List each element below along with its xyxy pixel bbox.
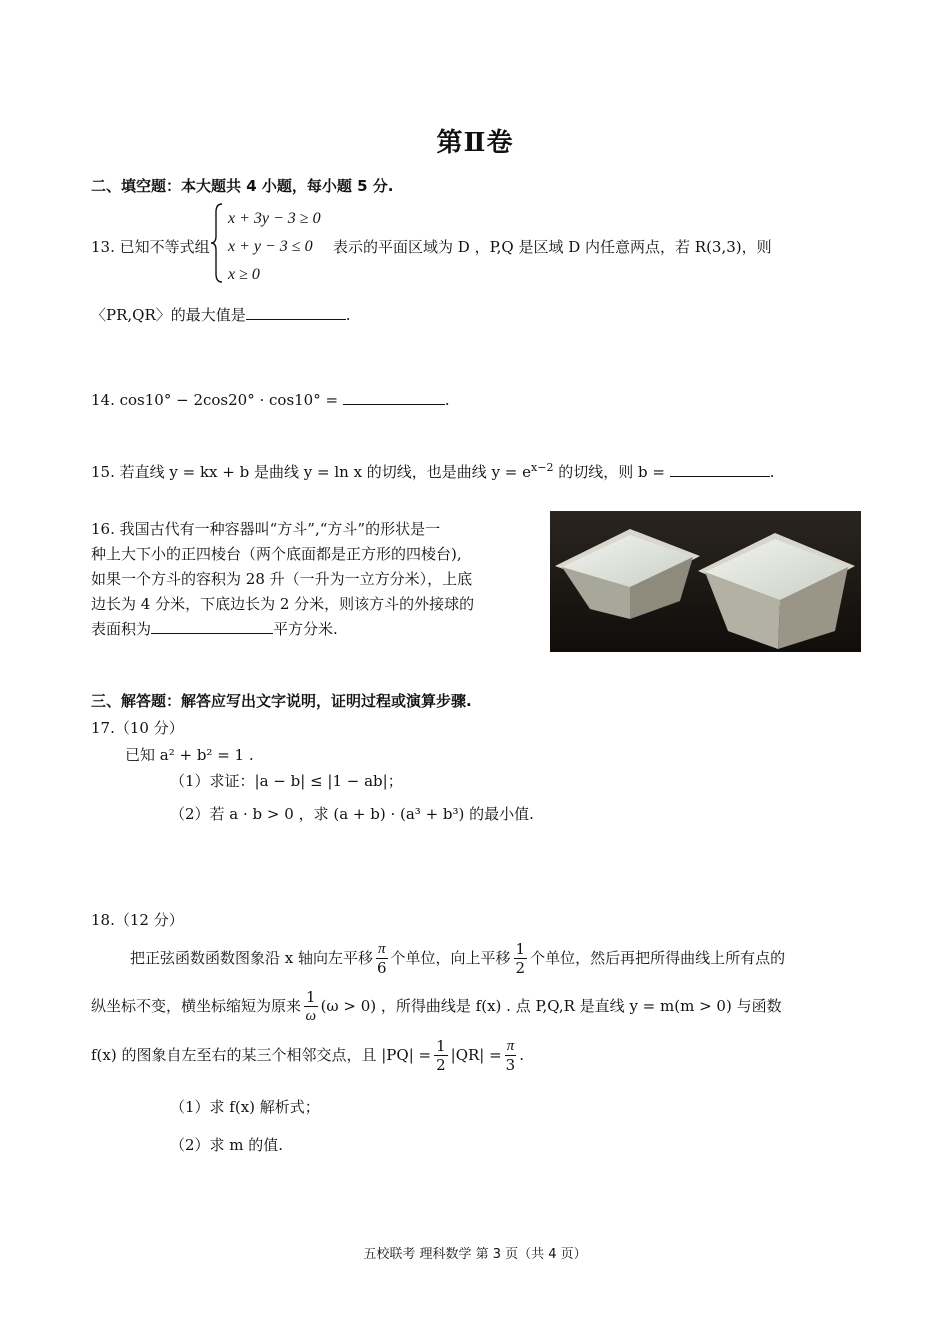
answer-blank (246, 305, 346, 320)
denominator: 3 (505, 1055, 516, 1074)
q16-line-4: 边长为 4 分米，下底边长为 2 分米，则该方斗的外接球的 (91, 595, 475, 613)
inequality-1: x + 3y − 3 ≥ 0 (228, 210, 321, 227)
q18-line-2b: (ω > 0) ，所得曲线是 f(x) . 点 P,Q,R 是直线 y = m(m > 0) 与函数 (320, 997, 782, 1015)
answer-blank (670, 462, 770, 477)
q18-line-1b: 个单位，向上平移 (390, 949, 511, 967)
inequality-3: x ≥ 0 (228, 266, 260, 283)
period: . (519, 1046, 524, 1064)
q17-given: 已知 a² + b² = 1 . (125, 746, 254, 764)
q16-line-5 (91, 617, 521, 642)
q18-line-1 (130, 937, 785, 979)
q16 (91, 517, 521, 642)
fraction-1-2 (434, 1037, 448, 1074)
brace-icon (210, 202, 226, 284)
denominator: ω (305, 1007, 317, 1024)
numerator: 1 (436, 1036, 446, 1055)
q18-line-3 (91, 1034, 524, 1076)
denominator: 2 (515, 958, 526, 977)
fangdou-photo (550, 511, 861, 652)
fraction-pi-3 (505, 1037, 517, 1074)
q16-line-2: 种上大下小的正四棱台（两个底面都是正方形的四棱台), (91, 545, 462, 563)
q16-line-5a: 表面积为 (91, 620, 152, 638)
inequality-2: x + y − 3 ≤ 0 (228, 238, 313, 255)
answer-blank (151, 619, 273, 634)
q15-text: 15. 若直线 y = kx + b 是曲线 y = ln x 的切线，也是曲线 y = e (91, 463, 532, 481)
inequality-system (228, 205, 321, 289)
q18-line-1a: 把正弦函数函数图象沿 x 轴向左平移 (130, 949, 373, 967)
q13-line2 (91, 305, 351, 325)
q17-part-2: （2）若 a · b > 0 ，求 (a + b) · (a³ + b³) 的最小值. (170, 805, 534, 823)
q17-head: 17.（10 分） (91, 719, 184, 737)
numerator: π (506, 1037, 515, 1054)
q13-label: 13. 已知不等式组 (91, 238, 210, 256)
q16-line-3: 如果一个方斗的容积为 28 升（一升为一立方分米），上底 (91, 570, 473, 588)
q14-text: 14. cos10° − 2cos20° · cos10° = (91, 391, 339, 409)
period: . (769, 463, 775, 481)
page-title: 第Ⅱ卷 (436, 128, 514, 158)
period: . (345, 306, 351, 324)
q13-question: 〈PR,QR〉的最大值是 (91, 306, 246, 324)
q17-part-1: （1）求证：|a − b| ≤ |1 − ab|； (170, 772, 403, 790)
answer-blank (343, 390, 445, 405)
q16-line-5b: 平方分米. (273, 620, 338, 638)
q16-line-1: 16. 我国古代有一种容器叫“方斗”,“方斗”的形状是一 (91, 520, 441, 538)
q14 (91, 390, 450, 410)
page-footer: 五校联考 理科数学 第 3 页（共 4 页） (363, 1247, 587, 1262)
q15-exponent: x−2 (531, 461, 554, 474)
q18-line-1c: 个单位，然后再把所得曲线上所有点的 (530, 949, 786, 967)
q18-line-3b: |QR| = (450, 1046, 502, 1064)
fraction-1-2 (514, 940, 528, 977)
q18-line-3a: f(x) 的图象自左至右的某三个相邻交点，且 |PQ| = (91, 1046, 432, 1064)
denominator: 2 (436, 1055, 446, 1074)
fraction-pi-6 (376, 940, 388, 977)
numerator: 1 (306, 987, 316, 1006)
fraction-1-omega (304, 988, 318, 1025)
numerator: 1 (515, 939, 526, 958)
numerator: π (378, 940, 386, 957)
q18-line-2a: 纵坐标不变，横坐标缩短为原来 (91, 997, 302, 1015)
q18-part-1: （1）求 f(x) 解析式； (170, 1098, 320, 1116)
q13-rest: 表示的平面区域为 D ，P,Q 是区域 D 内任意两点，若 R(3,3)，则 (333, 238, 772, 256)
section-heading-fill-in: 二、填空题：本大题共 4 小题，每小题 5 分. (91, 177, 394, 195)
q18-part-2: （2）求 m 的值. (170, 1136, 284, 1154)
q15 (91, 458, 775, 482)
q18-head: 18.（12 分） (91, 911, 184, 929)
period: . (444, 391, 450, 409)
section-heading-solutions: 三、解答题：解答应写出文字说明，证明过程或演算步骤. (91, 692, 472, 710)
denominator: 6 (376, 958, 387, 977)
q18-line-2 (91, 985, 782, 1027)
q15-text2: 的切线，则 b = (553, 463, 665, 481)
